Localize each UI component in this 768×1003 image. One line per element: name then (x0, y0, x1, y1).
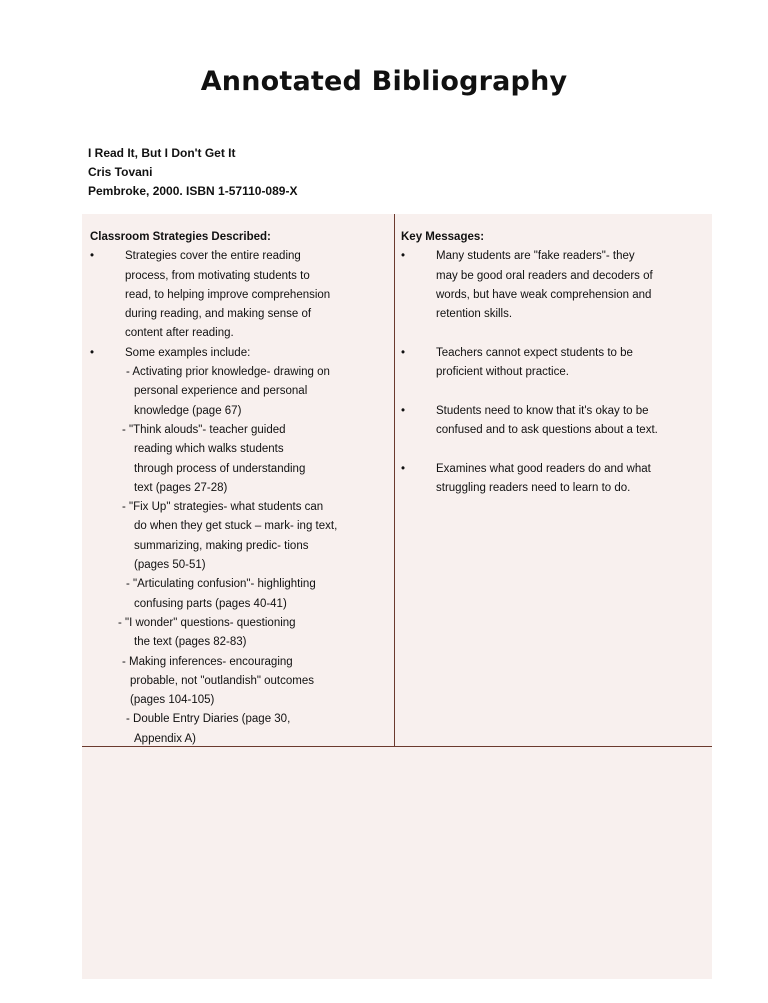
example-line: - Making inferences- encouraging (122, 655, 293, 668)
text-line: Teachers cannot expect students to be (436, 346, 633, 359)
example-line: - Double Entry Diaries (page 30, (126, 713, 291, 726)
text-line: retention skills. (436, 308, 513, 321)
strategies-column (90, 228, 390, 749)
text-line: content after reading. (125, 327, 234, 340)
example-line: - "Think alouds"- teacher guided (122, 423, 286, 436)
message-bullet (401, 402, 713, 441)
example-line: - "I wonder" questions- questioning (118, 616, 296, 629)
strategy-bullet (90, 344, 390, 363)
book-citation (88, 144, 297, 201)
example-line: knowledge (page 67) (134, 404, 242, 417)
column-divider (394, 214, 395, 747)
bullet-icon: • (401, 346, 406, 359)
text-line: process, from motivating students to (125, 269, 310, 282)
text-line: Examines what good readers do and what (436, 462, 651, 475)
example-line: - Activating prior knowledge- drawing on (126, 366, 330, 379)
text-line: Some examples include: (125, 346, 251, 359)
message-bullet (401, 344, 713, 383)
example-line: personal experience and personal (134, 385, 308, 398)
text-line: confused and to ask questions about a text. (436, 423, 658, 436)
book-author: Cris Tovani (88, 165, 153, 179)
text-line: Strategies cover the entire reading (125, 250, 301, 263)
text-line: Students need to know that it's okay to be (436, 404, 649, 417)
text-line: proficient without practice. (436, 366, 569, 379)
document-title: Annotated Bibliography (200, 66, 568, 97)
example-line: confusing parts (pages 40-41) (134, 597, 287, 610)
example-line: - "Articulating confusion"- highlighting (126, 578, 316, 591)
example-line: Appendix A) (134, 732, 197, 745)
message-bullet (401, 460, 713, 499)
text-line: read, to helping improve comprehension (125, 288, 331, 301)
examples-list (90, 363, 390, 749)
strategies-heading: Classroom Strategies Described: (90, 231, 271, 243)
text-line: Many students are "fake readers"- they (436, 250, 635, 263)
book-title: I Read It, But I Don't Get It (88, 146, 236, 160)
example-line: text (pages 27-28) (134, 481, 228, 494)
example-line: reading which walks students (134, 443, 284, 456)
example-line: (pages 104-105) (130, 694, 215, 707)
bullet-icon: • (90, 250, 95, 263)
text-line: words, but have weak comprehension and (436, 288, 652, 301)
key-messages-column (401, 228, 713, 498)
bullet-icon: • (401, 250, 406, 263)
bullet-icon: • (90, 346, 95, 359)
example-line: do when they get stuck – mark- ing text, (134, 520, 338, 533)
book-publication: Pembroke, 2000. ISBN 1-57110-089-X (88, 184, 298, 198)
example-line: through process of understanding (134, 462, 306, 475)
example-line: probable, not "outlandish" outcomes (130, 674, 314, 687)
example-line: summarizing, making predic- tions (134, 539, 309, 552)
bullet-icon: • (401, 404, 406, 417)
example-line: the text (pages 82-83) (134, 636, 247, 649)
bullet-icon: • (401, 462, 406, 475)
key-messages-heading: Key Messages: (401, 231, 485, 243)
message-bullet (401, 247, 713, 324)
strategy-bullet (90, 247, 390, 343)
example-line: - "Fix Up" strategies- what students can (122, 501, 324, 514)
text-line: during reading, and making sense of (125, 308, 312, 321)
text-line: struggling readers need to learn to do. (436, 481, 631, 494)
example-line: (pages 50-51) (134, 559, 206, 572)
text-line: may be good oral readers and decoders of (436, 269, 653, 282)
